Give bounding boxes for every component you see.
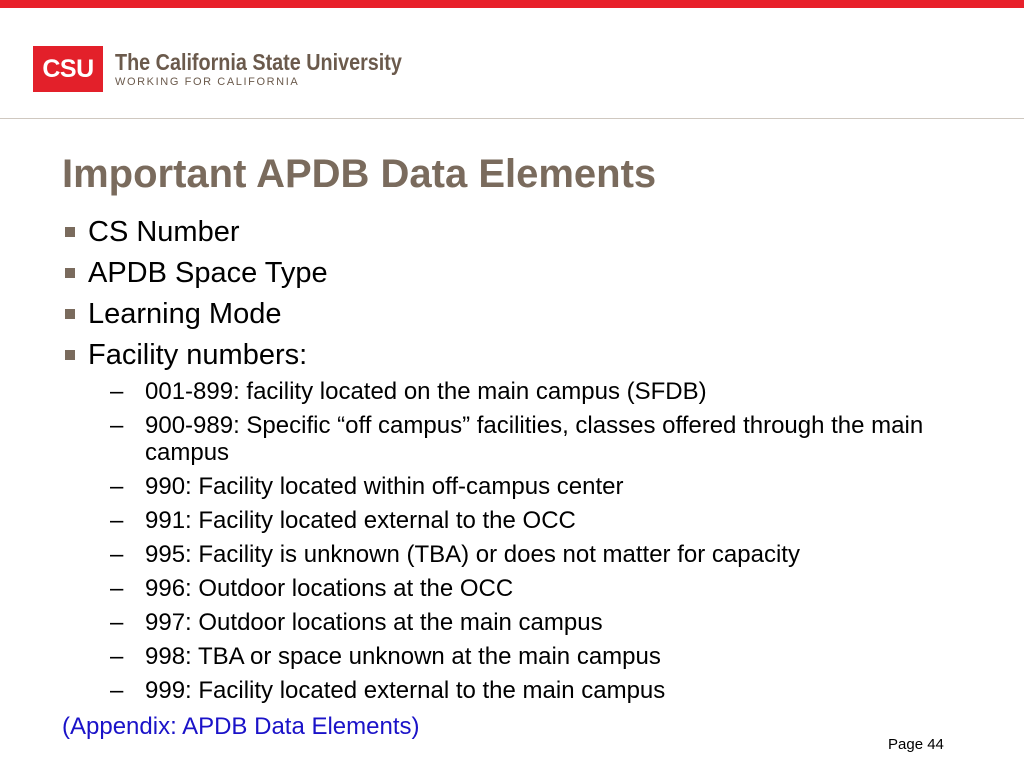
list-item-label: 990: Facility located within off-campus center xyxy=(145,473,624,500)
bullet-label: Facility numbers: xyxy=(88,339,308,371)
list-item xyxy=(110,643,990,670)
list-item-label: 997: Outdoor locations at the main campus xyxy=(145,609,603,636)
dash-marker: – xyxy=(110,677,124,704)
bullet-label: APDB Space Type xyxy=(88,257,328,289)
dash-marker: – xyxy=(110,609,124,636)
dash-marker: – xyxy=(110,643,124,670)
list-item xyxy=(110,575,990,602)
list-item-label: 996: Outdoor locations at the OCC xyxy=(145,575,514,602)
page-number: Page 44 xyxy=(888,736,944,753)
csu-logo xyxy=(33,45,449,93)
dash-marker: – xyxy=(110,541,124,568)
square-bullet-icon xyxy=(65,268,75,278)
csu-logo-mark: CSU xyxy=(33,46,105,92)
list-item xyxy=(110,677,990,704)
list-item xyxy=(110,412,990,466)
dash-marker: – xyxy=(110,473,124,500)
bullet-item xyxy=(62,294,328,335)
list-item xyxy=(110,507,990,534)
bullet-list xyxy=(62,212,328,376)
list-item xyxy=(110,473,990,500)
top-accent-bar xyxy=(0,0,1024,8)
square-bullet-icon xyxy=(65,309,75,319)
bullet-label: Learning Mode xyxy=(88,298,282,330)
bullet-label: CS Number xyxy=(88,216,240,248)
dash-marker: – xyxy=(110,507,124,534)
list-item xyxy=(110,378,990,405)
list-item-label: 998: TBA or space unknown at the main campus xyxy=(145,643,661,670)
list-item xyxy=(110,541,990,568)
dash-marker: – xyxy=(110,575,124,602)
dash-marker: – xyxy=(110,412,124,439)
list-item-label: 995: Facility is unknown (TBA) or does not matter for capacity xyxy=(145,541,800,568)
bullet-item xyxy=(62,212,328,253)
list-item-label: 001-899: facility located on the main campus (SFDB) xyxy=(145,378,707,405)
list-item xyxy=(110,609,990,636)
university-tagline: WORKING FOR CALIFORNIA xyxy=(115,76,300,88)
appendix-link[interactable]: (Appendix: APDB Data Elements) xyxy=(62,713,420,740)
square-bullet-icon xyxy=(65,350,75,360)
header-divider xyxy=(0,118,1024,119)
list-item-label: 999: Facility located external to the main campus xyxy=(145,677,666,704)
bullet-item xyxy=(62,253,328,294)
csu-logo-wordmark xyxy=(115,49,449,89)
list-item-label: 991: Facility located external to the OCC xyxy=(145,507,576,534)
bullet-item xyxy=(62,335,328,376)
facility-number-list xyxy=(110,378,990,711)
university-name: The California State University xyxy=(115,49,402,75)
dash-marker: – xyxy=(110,378,124,405)
square-bullet-icon xyxy=(65,227,75,237)
slide-title: Important APDB Data Elements xyxy=(62,152,657,196)
list-item-label: 900-989: Specific “off campus” facilities, classes offered through the main campus xyxy=(145,412,924,466)
